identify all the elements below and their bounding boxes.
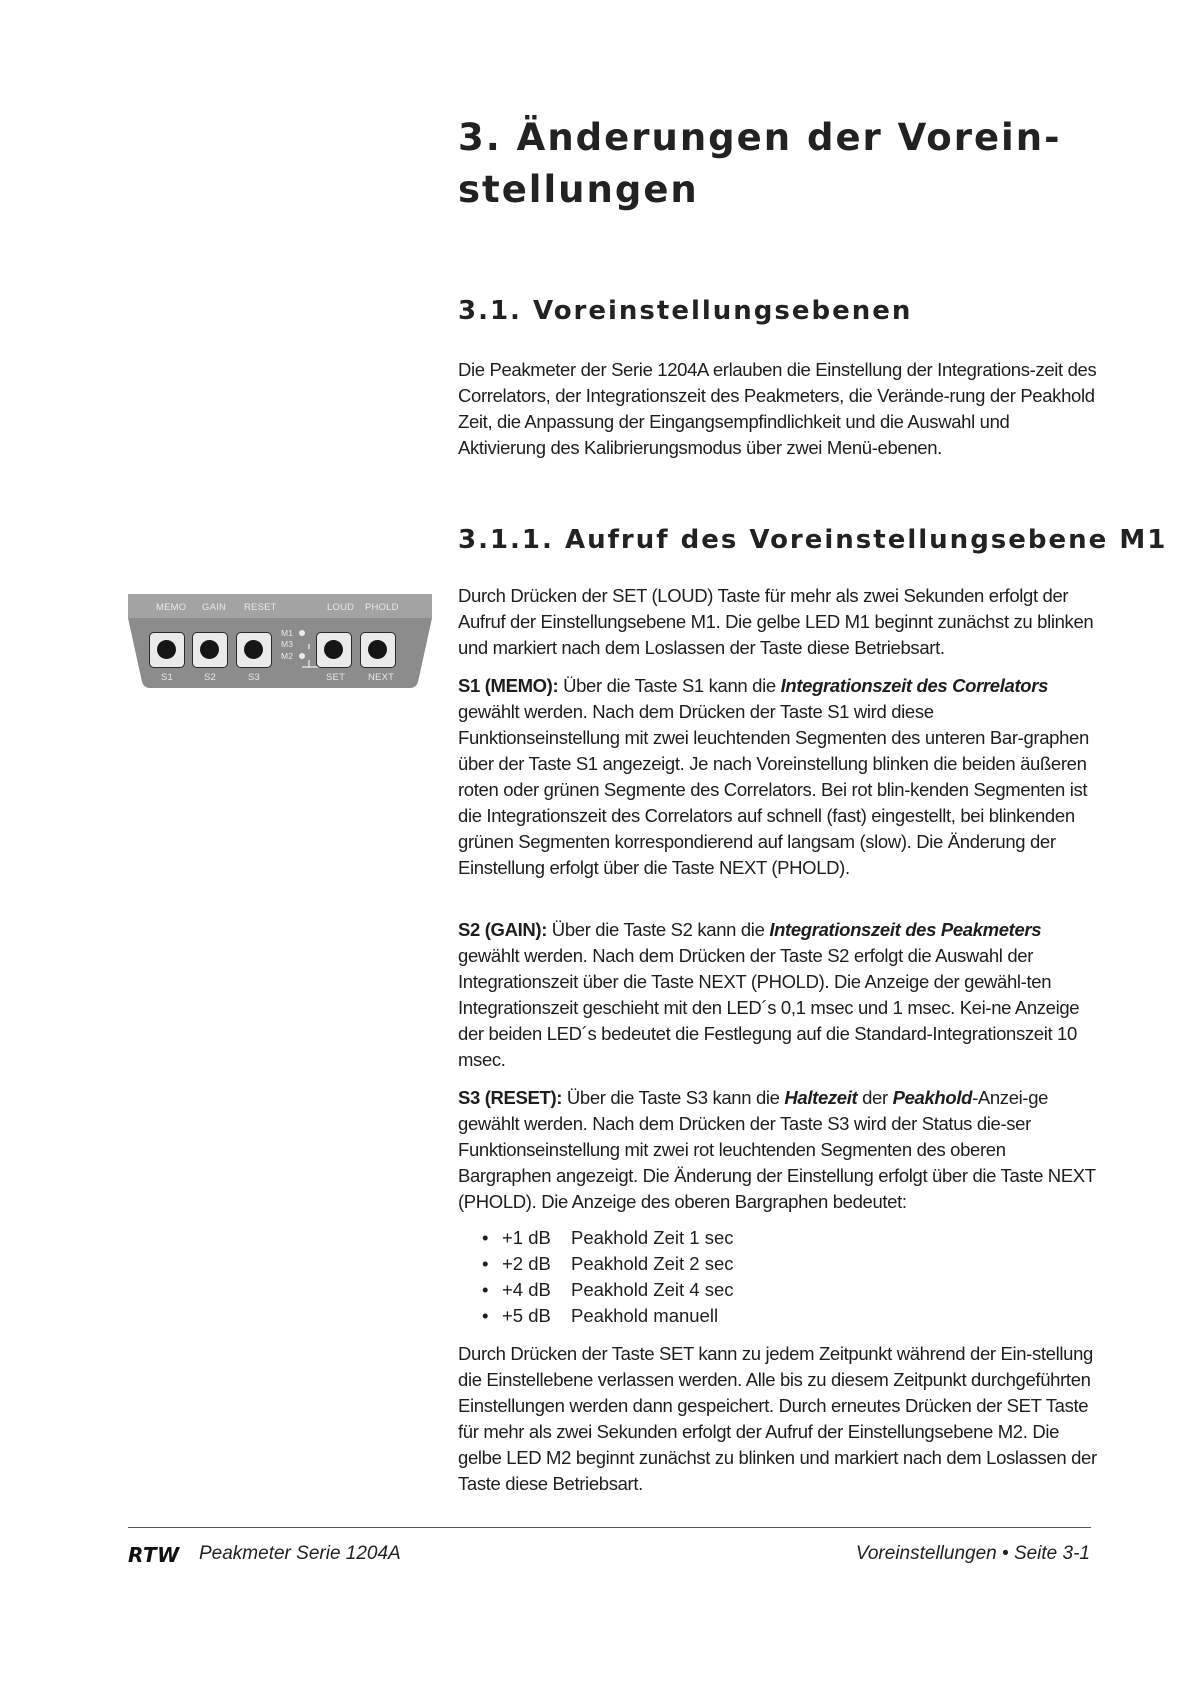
s2-text-1: Über die Taste S2 kann die: [547, 919, 770, 940]
footer-rule: [128, 1527, 1091, 1528]
panel-label-memo: MEMO: [156, 602, 187, 613]
s3-button: [236, 632, 272, 668]
s2-button: [192, 632, 228, 668]
s3-emphasis-2: Peakhold: [892, 1087, 973, 1108]
section-heading-3-1-1: 3.1.1. Aufruf des Voreinstellungsebene M1: [458, 525, 1168, 555]
panel-label-s2: S2: [204, 672, 217, 683]
s2-text-2: gewählt werden. Nach dem Drücken der Taste S2 erfolgt die Auswahl der Integrationszeit über die Taste NEXT (PHOLD). Die Anzeige der gewähl-ten Integrationszeit geschieht mit den LED´s 0,1 msec und 1 msec. Kei-ne Anzeige der beiden LED´s bedeutet die Festlegung auf die Standard-Integrationszeit 10 msec.: [458, 945, 1080, 1070]
set-button: [316, 632, 352, 668]
panel-label-phold: PHOLD: [365, 602, 399, 613]
intro-paragraph: Die Peakmeter der Serie 1204A erlauben die Einstellung der Integrations-zeit des Correlators, der Integrationszeit des Peakmeters, die Verände-rung der Peakhold Zeit, die Anpassung der Eingangsempfindlichkeit und die Auswahl und Aktivierung des Kalibrierungsmodus über zwei Menü-ebenen.: [458, 359, 1097, 458]
s1-label: S1 (MEMO):: [458, 675, 559, 696]
chapter-title-line-2: stellungen: [458, 168, 699, 211]
s2-label: S2 (GAIN):: [458, 919, 548, 940]
next-button: [360, 632, 396, 668]
panel-label-s3: S3: [248, 672, 261, 683]
panel-label-s1: S1: [161, 672, 174, 683]
panel-label-gain: GAIN: [202, 602, 227, 613]
s1-emphasis: Integrationszeit des Correlators: [780, 675, 1049, 696]
led-m1: [299, 630, 305, 636]
s3-emphasis-1: Haltezeit: [784, 1087, 858, 1108]
peakhold-list: [482, 1225, 733, 1329]
s3-text-3: -Anzei-ge gewählt werden. Nach dem Drücken der Taste S3 wird der Status die-ser Funktionseinstellung mit zwei rot leuchtenden Segmenten des oberen Bargraphen angezeigt. Die Änderung der Einstellung erfolgt über die Taste NEXT (PHOLD). Die Anzeige des oberen Bargraphen bedeutet:: [458, 1087, 1096, 1212]
list-item: • +1 dB Peakhold Zeit 1 sec: [482, 1227, 734, 1248]
s1-text-1: Über die Taste S1 kann die: [558, 675, 781, 696]
panel-label-set: SET: [326, 672, 346, 683]
closing-paragraph: Durch Drücken der Taste SET kann zu jedem Zeitpunkt während der Ein-stellung die Einstellebene verlassen werden. Alle bis zu diesem Zeitpunkt durchgeführten Einstellungen werden dann gespeichert. Durch erneutes Drücken der SET Taste für mehr als zwei Sekunden erfolgt der Aufruf der Einstellungsebene M2. Die gelbe LED M2 beginnt zunächst zu blinken und markiert nach dem Loslassen der Taste diese Betriebsart.: [458, 1343, 1097, 1494]
led-m2: [299, 653, 305, 659]
led-label-m1: M1: [281, 628, 294, 638]
rtw-logo: RTW: [128, 1543, 180, 1567]
panel-label-loud: LOUD: [327, 602, 355, 613]
s2-paragraph: [458, 917, 1098, 1073]
s1-paragraph: [458, 673, 1098, 881]
led-label-m2: M2: [281, 651, 294, 661]
m1-paragraph: Durch Drücken der SET (LOUD) Taste für mehr als zwei Sekunden erfolgt der Aufruf der Einstellungsebene M1. Die gelbe LED M1 beginnt zunächst zu blinken und markiert nach dem Loslassen der Taste diese Betriebsart.: [458, 585, 1094, 658]
s3-label: S3 (RESET):: [458, 1087, 563, 1108]
list-item: • +2 dB Peakhold Zeit 2 sec: [482, 1253, 734, 1274]
s3-text-1: Über die Taste S3 kann die: [562, 1087, 785, 1108]
s1-text-2: gewählt werden. Nach dem Drücken der Taste S1 wird diese Funktionseinstellung mit zwei leuchtenden Segmenten des unteren Bar-graphen über der Taste S1 angezeigt. Je nach Voreinstellung blinken die beiden äußeren roten oder grünen Segmente des Correlators. Bei rot blin-kenden Segmenten ist die Integrationszeit des Correlators auf schnell (fast) eingestellt, bei blinkenden grünen Segmenten korrespondierend auf langsam (slow). Die Änderung der Einstellung erfolgt über die Taste NEXT (PHOLD).: [458, 701, 1089, 878]
footer-page-number: Voreinstellungen • Seite 3-1: [855, 1543, 1090, 1564]
s1-button: [149, 632, 185, 668]
s2-emphasis: Integrationszeit des Peakmeters: [769, 919, 1042, 940]
panel-label-reset: RESET: [244, 602, 277, 613]
led-label-m3: M3: [281, 639, 294, 649]
section-heading-3-1: 3.1. Voreinstellungsebenen: [458, 296, 913, 326]
list-item: • +4 dB Peakhold Zeit 4 sec: [482, 1279, 734, 1300]
chapter-title-line-1: 3. Änderungen der Vorein-: [458, 116, 1062, 159]
s3-paragraph: [458, 1085, 1098, 1215]
front-panel-illustration: [128, 594, 432, 688]
chapter-title: [458, 112, 1078, 216]
footer-product: Peakmeter Serie 1204A: [199, 1543, 401, 1564]
panel-label-next: NEXT: [368, 672, 395, 683]
s3-text-2: der: [857, 1087, 893, 1108]
list-item: • +5 dB Peakhold manuell: [482, 1305, 719, 1326]
